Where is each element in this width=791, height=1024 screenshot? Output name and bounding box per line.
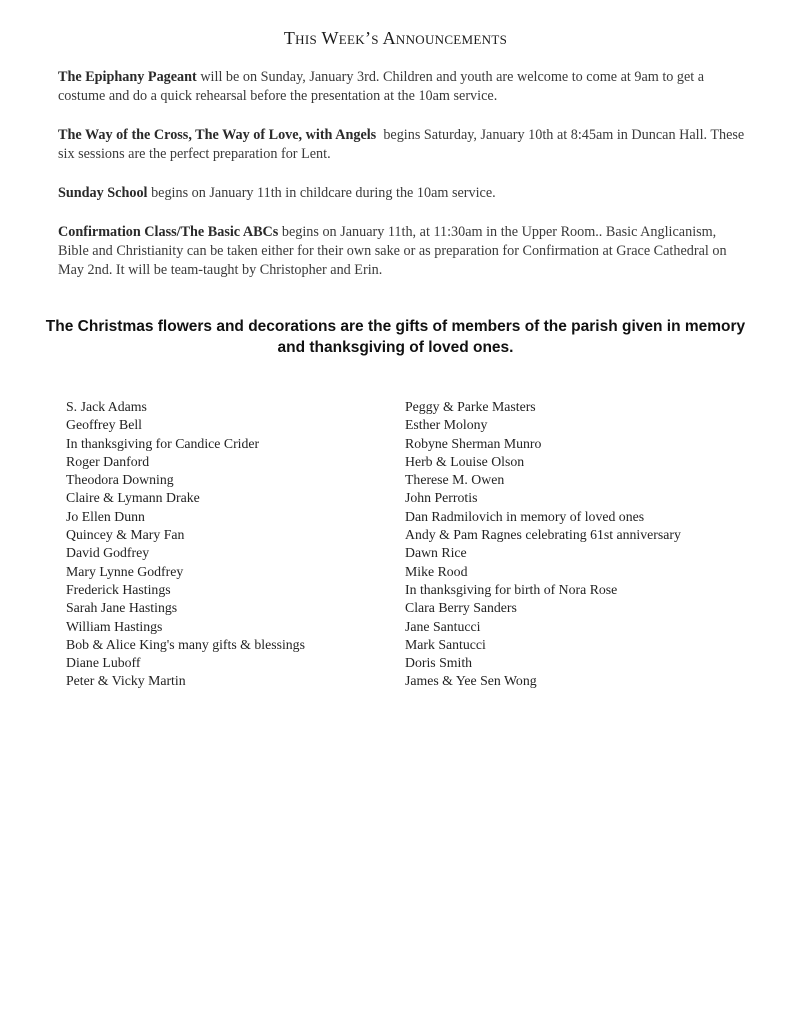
announcements-section — [58, 68, 748, 300]
list-item: Therese M. Owen — [405, 472, 505, 488]
list-item: Herb & Louise Olson — [405, 453, 525, 469]
list-item: John Perrotis — [405, 490, 478, 506]
list-item: In thanksgiving for birth of Nora Rose — [405, 581, 618, 597]
announcement-body: begins Saturday, January 10th at 8:45am in Duncan Hall. These six sessions are the perfect preparation for Lent. — [58, 127, 748, 162]
list-item: David Godfrey — [66, 545, 150, 561]
announcement-lead: The Way of the Cross, The Way of Love, with Angels — [58, 127, 377, 143]
list-item: S. Jack Adams — [66, 399, 147, 414]
list-item: Jane Santucci — [405, 618, 481, 634]
announcement-body: begins on January 11th, at 11:30am in the Upper Room.. Basic Anglicanism, Bible and Christianity can be taken either for their own sake or as preparation for Confirmation at Grace Cathedral on May 2nd. It will be team-taught by Christopher and Erin. — [58, 224, 727, 278]
list-item: Dawn Rice — [405, 545, 467, 561]
list-item: James & Yee Sen Wong — [405, 673, 537, 689]
list-item: Quincey & Mary Fan — [66, 527, 185, 543]
list-item: Mary Lynne Godfrey — [66, 563, 184, 579]
announcement-lead: Confirmation Class/The Basic ABCs — [58, 224, 279, 240]
list-item: Theodora Downing — [66, 472, 174, 488]
list-item: Andy & Pam Ragnes celebrating 61st anniversary — [405, 527, 681, 543]
announcement-epiphany-pageant — [58, 68, 748, 106]
announcement-body: begins on January 11th in childcare during the 10am service. — [147, 185, 496, 201]
list-item: Robyne Sherman Munro — [405, 435, 542, 451]
list-item: Geoffrey Bell — [66, 417, 142, 433]
list-item: Esther Molony — [405, 417, 488, 433]
list-item: Claire & Lymann Drake — [66, 490, 200, 506]
list-item: Jo Ellen Dunn — [66, 508, 145, 524]
announcement-sunday-school — [58, 184, 748, 203]
list-item: Peter & Vicky Martin — [66, 673, 186, 689]
announcement-body: will be on Sunday, January 3rd. Children and youth are welcome to come at 9am to get a costume and do a quick rehearsal before the presentation at the 10am service. — [58, 69, 705, 104]
list-item: Doris Smith — [405, 655, 473, 671]
list-item: Clara Berry Sanders — [405, 600, 517, 616]
memorial-list-right — [405, 398, 681, 691]
announcement-lead: The Epiphany Pageant — [58, 69, 197, 85]
list-item: Frederick Hastings — [66, 581, 171, 597]
list-item: Diane Luboff — [66, 655, 141, 671]
list-item: Mike Rood — [405, 563, 468, 579]
list-item: In thanksgiving for Candice Crider — [66, 435, 260, 451]
announcement-way-of-the-cross — [58, 126, 748, 164]
list-item: Roger Danford — [66, 453, 150, 469]
announcement-confirmation-class — [58, 223, 748, 280]
page-title: This Week’s Announcements — [283, 28, 508, 48]
list-item: Bob & Alice King's many gifts & blessings — [66, 636, 305, 652]
flowers-heading: The Christmas flowers and decorations are the gifts of members of the parish given in memory and thanksgiving of loved ones. — [45, 318, 746, 356]
list-item: Sarah Jane Hastings — [66, 600, 178, 616]
list-item: Peggy & Parke Masters — [405, 399, 536, 414]
list-item: Dan Radmilovich in memory of loved ones — [405, 508, 645, 524]
announcement-lead: Sunday School — [58, 185, 148, 201]
memorial-list-left — [66, 398, 305, 691]
list-item: Mark Santucci — [405, 636, 486, 652]
list-item: William Hastings — [66, 618, 163, 634]
